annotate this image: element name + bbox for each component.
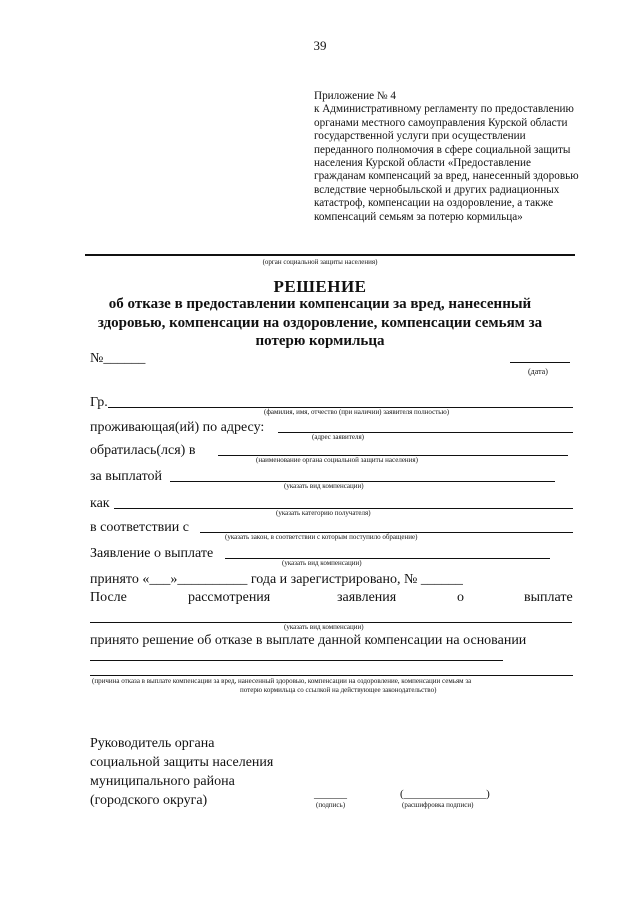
applied-label: обратилась(лся) в bbox=[90, 443, 196, 458]
signature-decode-field[interactable]: (_______________) bbox=[400, 788, 490, 800]
citizen-label: Гр. bbox=[90, 395, 108, 410]
reason-caption-2: потерю кормильца со ссылкой на действующее законодательство) bbox=[240, 686, 437, 694]
decision-number: №______ bbox=[90, 351, 146, 366]
accordance-caption: (указать закон, в соответствии с которым поступило обращение) bbox=[225, 533, 418, 541]
address-label: проживающая(ий) по адресу: bbox=[90, 420, 265, 435]
subtitle-line-2: здоровью, компенсации на оздоровление, компенсации семьям за bbox=[97, 314, 543, 331]
signatory-line-3: муниципального района bbox=[90, 774, 235, 789]
organ-caption: (орган социальной защиты населения) bbox=[262, 258, 378, 266]
reason-line-2[interactable] bbox=[90, 675, 573, 676]
application-line[interactable] bbox=[225, 558, 550, 559]
signatory-block bbox=[90, 734, 273, 810]
page-number: 39 bbox=[313, 38, 327, 53]
address-caption: (адрес заявителя) bbox=[312, 433, 364, 441]
accordance-label: в соответствии с bbox=[90, 520, 189, 535]
accepted-line: принято «___»__________ года и зарегистрировано, № ______ bbox=[90, 572, 463, 587]
applied-caption: (наименование органа социальной защиты населения) bbox=[256, 456, 418, 464]
application-label: Заявление о выплате bbox=[90, 546, 214, 561]
document-subtitle bbox=[0, 295, 640, 351]
after-word-4: о bbox=[457, 590, 464, 605]
appendix-title: Приложение № 4 bbox=[314, 90, 396, 102]
reason-caption-1: (причина отказа в выплате компенсации за вред, нанесенный здоровью, компенсации на оздоровление, компенсации семьям за bbox=[92, 677, 472, 685]
after-word-5: выплате bbox=[524, 590, 573, 605]
signature-field[interactable]: ______ bbox=[314, 788, 347, 800]
signature-caption: (подпись) bbox=[316, 801, 346, 809]
subtitle-line-3: потерю кормильца bbox=[255, 333, 385, 349]
reason-line-1[interactable] bbox=[90, 660, 503, 661]
organ-line bbox=[85, 254, 575, 256]
category-label: как bbox=[90, 496, 110, 511]
payment-caption: (указать вид компенсации) bbox=[284, 482, 364, 490]
decision-text: принято решение об отказе в выплате данной компенсации на основании bbox=[90, 633, 527, 648]
payment-label: за выплатой bbox=[90, 469, 163, 484]
after-word-2: рассмотрения bbox=[188, 590, 271, 605]
appendix-text: к Административному регламенту по предоставлению органами местного самоуправления Курской области государственной услуги при осуществлении переданного полномочия в сфере социальной защиты населения Курской области «Предоставление гражданам компенсаций за вред, нанесенный здоровью вследствие чернобыльской и других радиационных катастроф, компенсации на оздоровление, а также компенсаций семьям за потерю кормильца» bbox=[314, 103, 579, 223]
citizen-caption: (фамилия, имя, отчество (при наличии) заявителя полностью) bbox=[264, 408, 450, 416]
date-line bbox=[510, 362, 570, 363]
after-word-1: После bbox=[90, 590, 127, 605]
signatory-line-2: социальной защиты населения bbox=[90, 755, 274, 770]
subtitle-line-1: об отказе в предоставлении компенсации за вред, нанесенный bbox=[108, 296, 532, 312]
signatory-line-4: (городского округа) bbox=[90, 793, 208, 808]
category-caption: (указать категорию получателя) bbox=[276, 509, 371, 517]
after-caption: (указать вид компенсации) bbox=[284, 623, 364, 631]
signature-decode-caption: (расшифровка подписи) bbox=[402, 801, 474, 809]
after-word-3: заявления bbox=[337, 590, 397, 605]
appendix-block bbox=[314, 90, 584, 224]
application-caption: (указать вид компенсации) bbox=[282, 559, 362, 567]
document-title: РЕШЕНИЕ bbox=[273, 277, 367, 296]
date-caption: (дата) bbox=[528, 367, 548, 376]
signatory-line-1: Руководитель органа bbox=[90, 736, 215, 751]
